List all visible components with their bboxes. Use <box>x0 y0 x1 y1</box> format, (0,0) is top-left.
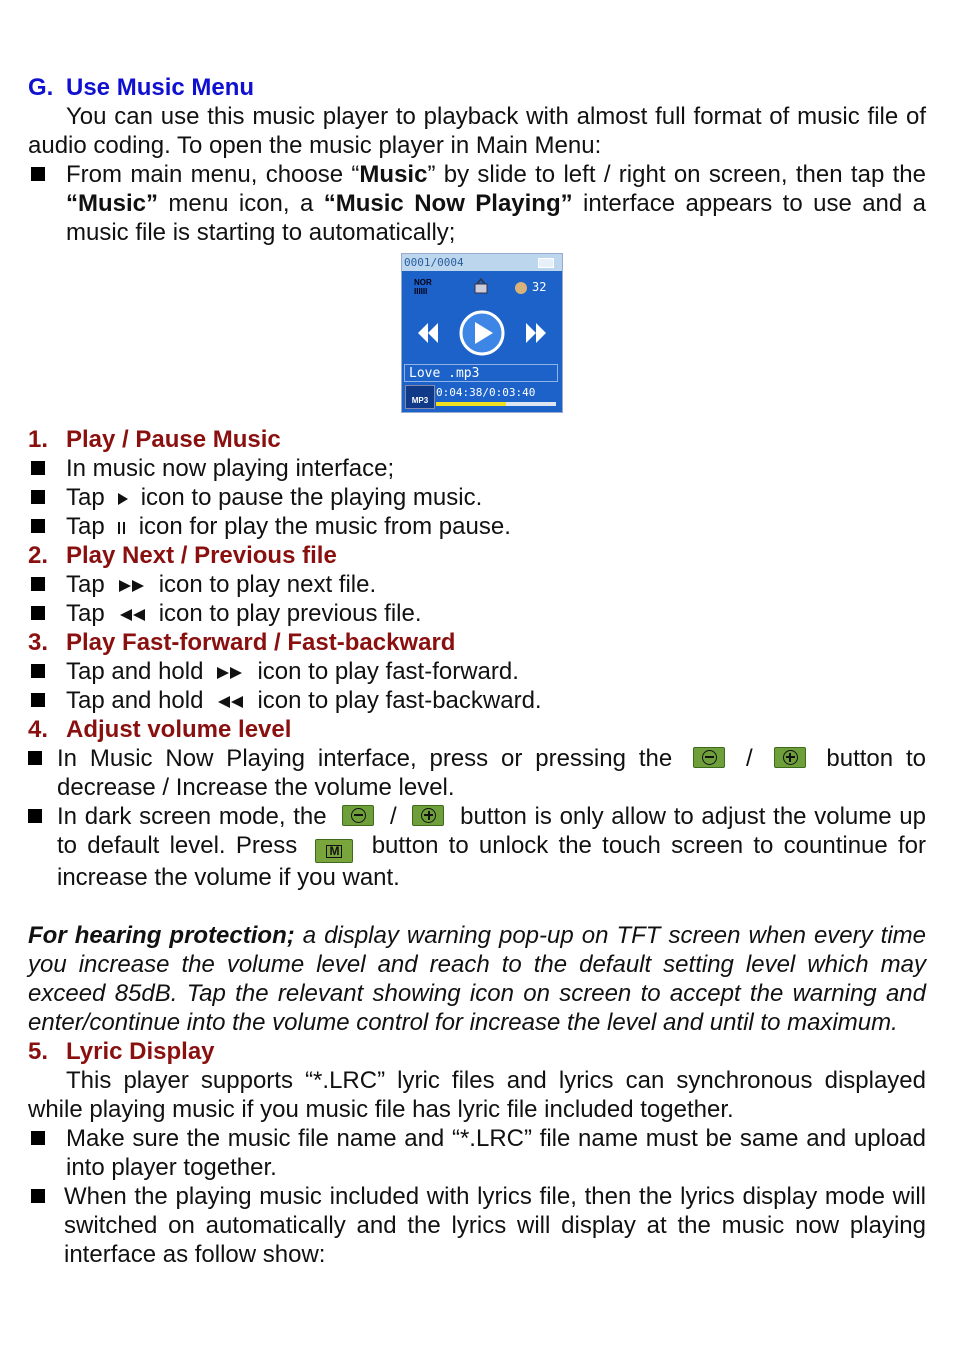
document-page <box>28 73 926 1269</box>
bullet-lrc-name: Make sure the music file name and “*.LRC” file name must be same and upload into player together. <box>28 1124 926 1182</box>
bullet-square <box>31 1189 45 1203</box>
section-label: G. <box>28 74 54 101</box>
bullet-square <box>31 167 45 181</box>
volume-up-icon <box>774 747 806 768</box>
bullet-square <box>31 1131 45 1145</box>
bullet-square <box>28 751 42 765</box>
bullet-volume-buttons: In Music Now Playing interface, press or pressing the / button to decrease / Increase the volume level. <box>28 744 926 802</box>
bullet-next: Tap icon to play next file. <box>28 570 926 599</box>
forward-icon <box>526 323 546 343</box>
pause-icon <box>117 520 127 536</box>
music-player-screenshot <box>401 253 563 413</box>
heading-next-previous: 2. Play Next / Previous file <box>28 542 337 569</box>
volume-value: 32 <box>532 280 547 294</box>
bullet-square <box>31 577 45 591</box>
track-counter: 0001/0004 <box>402 254 562 271</box>
time-readout: 0:04:38/0:03:40 <box>436 386 536 399</box>
section-heading <box>28 73 926 102</box>
section-title: Use Music Menu <box>66 74 255 101</box>
bullet-square <box>31 693 45 707</box>
bullet-square <box>31 490 45 504</box>
bullet-now-playing: In music now playing interface; <box>28 454 926 483</box>
bullet-previous: Tap icon to play previous file. <box>28 599 926 628</box>
format-badge: MP3 <box>405 385 435 409</box>
bullet-square <box>28 809 42 823</box>
heading-volume: 4. Adjust volume level <box>28 716 292 743</box>
bullet-pause: Tap icon to pause the playing music. <box>28 483 926 512</box>
rewind-icon <box>418 323 438 343</box>
fast-forward-icon <box>215 666 245 680</box>
eq-mode: NOR IIIIII <box>414 278 432 296</box>
bullet-square <box>31 519 45 533</box>
bullet-square <box>31 461 45 475</box>
speaker-icon <box>515 282 527 294</box>
fast-backward-icon <box>215 695 245 709</box>
bullet-square <box>31 606 45 620</box>
bullet-fast-backward: Tap and hold icon to play fast-backward. <box>28 686 926 715</box>
heading-fast-forward: 3. Play Fast-forward / Fast-backward <box>28 629 456 656</box>
bullet-resume: Tap icon for play the music from pause. <box>28 512 926 541</box>
play-icon <box>117 492 129 506</box>
volume-down-icon <box>342 805 374 826</box>
hearing-protection-note: For hearing protection; a display warning pop-up on TFT screen when every time you increase the volume level and reach to the default setting level which may exceed 85dB. Tap the relevant showing icon on screen to accept the warning and enter/continue into the volume control for increase the level and until to maximum. <box>28 922 927 1036</box>
volume-down-icon <box>693 747 725 768</box>
play-icon <box>461 312 503 354</box>
equalizer-icon <box>474 278 488 294</box>
heading-play-pause: 1. Play / Pause Music <box>28 426 281 453</box>
lyric-intro: This player supports “*.LRC” lyric files and lyrics can synchronous displayed while playing music if you music file has lyric file included together. <box>28 1067 926 1123</box>
m-button-icon: M <box>315 839 353 863</box>
bullet-fast-forward: Tap and hold icon to play fast-forward. <box>28 657 926 686</box>
previous-icon <box>117 608 147 622</box>
heading-lyric: 5. Lyric Display <box>28 1038 215 1065</box>
battery-icon <box>538 258 554 268</box>
bullet-dark-screen: In dark screen mode, the / button is only allow to adjust the volume up to default level. Press M button to unlock the touch screen to countinue for increase the volume if you want. <box>28 802 926 892</box>
bullet-lyric-mode: When the playing music included with lyrics file, then the lyrics display mode will switched on automatically and the lyrics will display at the music now playing interface as follow show: <box>28 1182 926 1269</box>
progress-fill <box>436 402 506 406</box>
next-icon <box>117 579 147 593</box>
bullet-square <box>31 664 45 678</box>
volume-up-icon <box>412 805 444 826</box>
intro-paragraph: You can use this music player to playback with almost full format of music file of audio coding. To open the music player in Main Menu: <box>28 103 926 159</box>
progress-bar <box>436 402 556 406</box>
track-name: Love .mp3 <box>404 364 558 382</box>
open-music-bullet: From main menu, choose “Music” by slide to left / right on screen, then tap the “Music” menu icon, a “Music Now Playing” interface appears to use and a music file is starting to automatically; <box>28 160 926 247</box>
playback-controls <box>402 308 562 358</box>
